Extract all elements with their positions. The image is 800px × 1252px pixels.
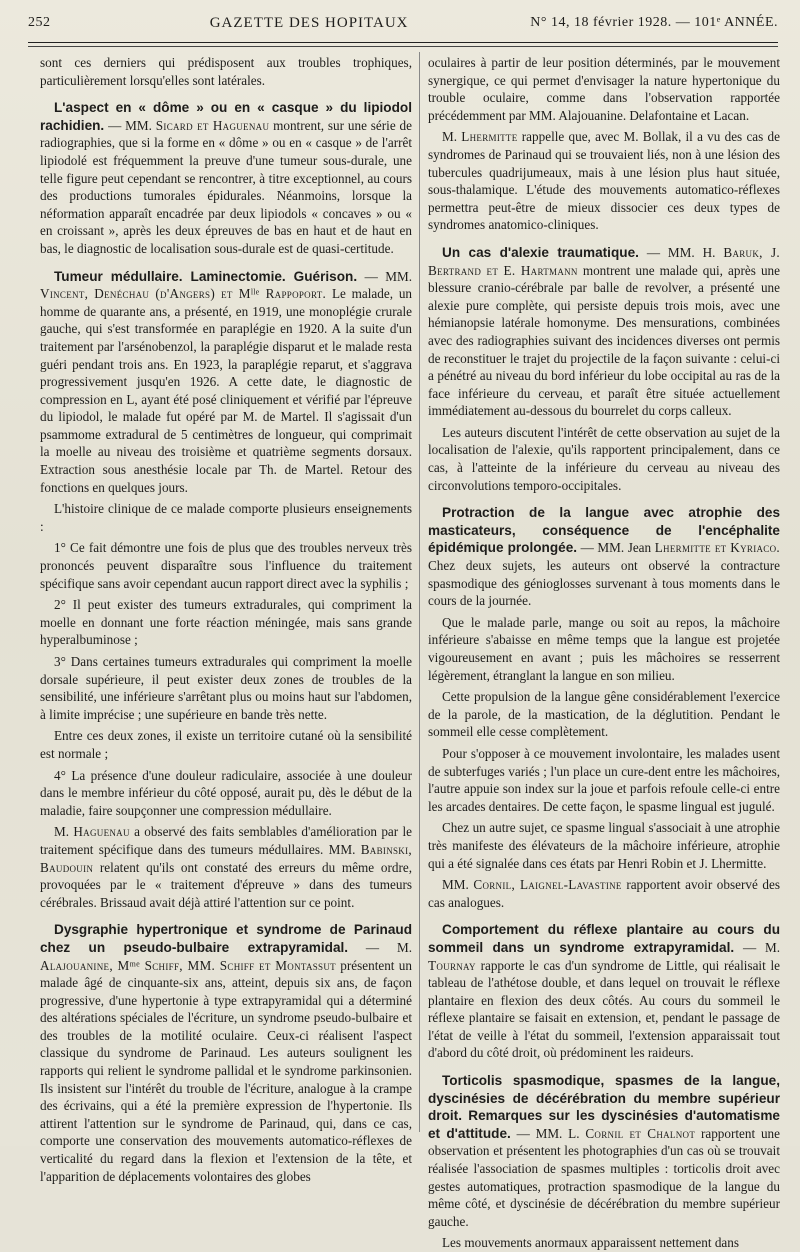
paragraph: Les mouvements anormaux apparaissent nettement dans xyxy=(442,1235,739,1251)
authors: Cornil et Chalnot xyxy=(585,1125,696,1141)
section-dysgraphie: Dysgraphie hypertronique et syndrome de Parinaud chez un pseudo-bulbaire extrapyramidal. — M. Alajouanine, Mᵐᵉ Schiff, MM. Schiff et Montassut présentent un malade âgé de cinquante-six ans, atteint, depuis six ans, de façon progressive, d'une hypertonie à type extrapyramidal qui a déterminé des altérations spéciales de l'écriture, un syndrome pseudo-bulbaire et des troubles de la motilité oculaire. Ceux-ci réalisent l'aspect classique du syndrome de Parinaud. Les auteurs soulignent les rapports qui relient le syndrome pallidal et le syndrome parkinsonien. Ils insistent sur l'intérêt du trouble de l'écriture, analogue à la crampe des écrivains, qui a été la première expression de l'hypertonie. Ils attirent l'attention sur le syndrome de Parinaud, qui, dans ce cas, comporte une conservation des mouvements automatico-réflexes de verticalité du regard dans la flexion et l'extension de la tête, et l'apparition de déplacements volontaires des globes xyxy=(40,922,413,1184)
authors: Baruk, J. Bertrand et E. Hartmann xyxy=(428,244,780,278)
header-rule-thin xyxy=(28,46,778,47)
authors: Sicard et Haguenau xyxy=(155,117,270,133)
paragraph: 1° Ce fait démontre une fois de plus que des troubles nerveux très prononcés peuvent disparaître sous l'influence du traitement spécifique sans avoir cependant aucun rapport direct avec la syphilis ; xyxy=(40,540,412,591)
header-rule xyxy=(28,42,778,43)
authors: Lhermitte et Kyriaco. xyxy=(654,540,780,556)
section-title: L'aspect en « dôme » ou en « casque » du lipiodol rachidien. xyxy=(40,100,412,133)
section-alexie: Un cas d'alexie traumatique. — MM. H. Baruk, J. Bertrand et E. Hartmann montrent une malade qui, après une blessure cranio-cérébrale par balle de revolver, a présenté une alexie pure complète, qui persiste depuis trois mois, avec une hémianopsie latérale homonyme. Des mensurations, combinées avec des radiographies suivant des incidences diverses ont permis de reconstituer le trajet du projectile de la façon suivante : celui-ci a pénétré au niveau du bord inférieur du lobe occipital au ras de la face inférieure du cerveau, et paraît être située actuellement immédiatement au-dessous du bourrelet du corps calleux. xyxy=(428,244,780,419)
paragraph: 2° Il peut exister des tumeurs extradurales, qui compriment la moelle en donnant une forte réaction méningée, mais sans grande hyperalbuminose ; xyxy=(40,597,412,648)
paragraph: MM. Cornil, Laignel-Lavastine rapportent avoir observé des cas analogues. xyxy=(428,877,780,910)
paragraph: Les auteurs discutent l'intérêt de cette observation au sujet de la localisation de l'alexie, qu'ils rapportent principalement, dans ce cas, à l'atteinte de la inférieure du cerveau au niveau des circonvolutions temporo-occipitales. xyxy=(428,424,780,493)
section-title: Torticolis spasmodique, spasmes de la langue, dyscinésies de décérébration du membre supérieur droit. Remarques sur les dyscinésies d'automatisme et d'attitude. xyxy=(428,1073,780,1141)
issue-info: N° 14, 18 février 1928. — 101ᵉ ANNÉE. xyxy=(530,15,778,30)
paragraph: Pour s'opposer à ce mouvement involontaire, les malades usent de subterfuges variés ; l'un place un cure-dent entre les mâchoires, l'autre appuie son index sur la joue et parfois refoule celle-ci entre les arcades dentaires. De cette façon, le spasme lingual est jugulé. xyxy=(428,745,780,814)
paragraph: 4° La présence d'une douleur radiculaire, associée à une douleur dans le membre inférieur du côté opposé, aurait pu, dès le début de la maladie, faire soupçonner une compression médullaire. xyxy=(40,767,412,818)
paragraph: 3° Dans certaines tumeurs extradurales qui compriment la moelle dorsale supérieure, il peut exister deux zones de troubles de la sensibilité, une inférieure s'arrêtant plus ou moins haut sur l'abdomen, à limite imprécise ; une supérieure en bande très nette. xyxy=(40,654,412,722)
authors: Vincent, Denéchau (d'Angers) et Mˡˡᵉ Rappoport. xyxy=(40,286,327,302)
section-title: Protraction de la langue avec atrophie des masticateurs, conséquence de l'encéphalite épidémique prolongée. xyxy=(428,505,780,556)
section-title: Un cas d'alexie traumatique. xyxy=(442,244,639,260)
paragraph: M. Lhermitte rappelle que, avec M. Bollak, il a vu des cas de syndromes de Parinaud qui se trouvaient liés, non à une lésion des tubercules quadrijumeaux, mais à une lésion plus haut située, sous-thalamique. L'étude des mouvements automatico-réflexes permettra peut-être de mieux dissocier ces deux types de syndromes anatomico-cliniques. xyxy=(428,129,780,233)
section-title: Comportement du réflexe plantaire au cours du sommeil dans un syndrome extrapyramidal. xyxy=(428,922,780,955)
section-title: Dysgraphie hypertronique et syndrome de Parinaud chez un pseudo-bulbaire extrapyramidal. xyxy=(40,922,412,955)
section-lipiodol: L'aspect en « dôme » ou en « casque » du lipiodol rachidien. — MM. Sicard et Haguenau montrent, sur une série de radiographies, que si la forme en « dôme » ou en « casque » de l'arrêt lipiodolé est fréquemment la preuve d'une tumeur sous-durale, une telle figure peut cependant se rencontrer, à titre exceptionnel, au cours des productions tumorales épidurales. Néanmoins, lorsque la néformation apparaît encadrée par deux lipiodols « concaves » ou « en croissant », après les deux épreuves de bas en haut et de haut en bas, le diagnostic de localisation sous-durale est de quasi-certitude. xyxy=(40,100,412,256)
paragraph: Cette propulsion de la langue gêne considérablement l'exercice de la parole, de la mastication, de la déglutition. Pendant le sommeil elle cesse complètement. xyxy=(428,689,780,740)
column-divider xyxy=(419,52,420,1132)
paragraph: Que le malade parle, mange ou soit au repos, la mâchoire inférieure s'abaisse en même temps que la langue est projetée vigoureusement en avant ; puis les mâchoires se resserrent légèrement, étranglant la langue en son milieu. xyxy=(428,614,780,683)
paragraph: M. Haguenau a observé des faits semblables d'amélioration par le traitement spécifique dans des tumeurs médullaires. MM. Babinski, Baudouin relatent qu'ils ont constaté des erreurs du même ordre, provoquées par le « traitement d'épreuve » dans des tumeurs cérébrales. Brissaud avait déjà attiré l'attention sur ce point. xyxy=(40,824,412,910)
section-protraction: Protraction de la langue avec atrophie des masticateurs, conséquence de l'encéphalite épidémique prolongée. — MM. Jean Lhermitte et Kyriaco. Chez deux sujets, les auteurs ont observé la contracture spasmodique des génioglosses survenant à tous moments dans le cours de la journée. xyxy=(428,505,780,609)
section-tumeur: Tumeur médullaire. Laminectomie. Guérison. — MM. Vincent, Denéchau (d'Angers) et Mˡˡᵉ Rappoport. Le malade, un homme de quarante ans, a présenté, en 1919, une monoplégie crurale gauche, qui s'est transformée en paraplégie en 1920. A la suite d'un traitement par l'arsénobenzol, la paraplégie disparut et le malade resta guéri pendant trois ans. En 1923, la paraplégie reparut, et s'aggrava progressivement jusqu'en 1926. A cette date, le diagnostic de compression en L, ayant été posé cliniquement et vérifié par l'épreuve du lipiodol, le malade fut opéré par M. de Martel. Il s'agissait d'un psammome extradural de 5 centimètres de longueur, qui comprimait la moelle au niveau des troisième et quatrième segments dorsaux. Extraction sous anesthésie locale par Th. de Martel. Retour des fonctions en quelques jours. xyxy=(40,268,413,495)
authors: Tournay xyxy=(428,957,476,973)
paragraph: sont ces derniers qui prédisposent aux troubles trophiques, particulièrement lorsqu'elles sont latérales. xyxy=(40,55,412,88)
paragraph: Chez un autre sujet, ce spasme lingual s'associait à une atrophie très manifeste des élévateurs de la mâchoire inférieure, atrophie qui a été signalée dans ces états par Henri Robin et J. Lhermitte. xyxy=(428,820,780,871)
authors: Alajouanine, Mᵐᵉ Schiff, MM. Schiff et Montassut xyxy=(40,957,336,973)
section-torticolis: Torticolis spasmodique, spasmes de la langue, dyscinésies de décérébration du membre supérieur droit. Remarques sur les dyscinésies d'automatisme et d'attitude. — MM. L. Cornil et Chalnot rapportent une observation et présentent les photographies d'un cas où se trouvait réalisée l'association de spasmes multiples : torticolis droit avec gestes automatiques, protraction spasmodique de la langue du même côté, et dyscinésie de décérébration du membre supérieur gauche. xyxy=(428,1073,780,1229)
page-number: 252 xyxy=(28,15,51,30)
section-title: Tumeur médullaire. Laminectomie. Guérison. xyxy=(54,268,358,284)
paragraph: oculaires à partir de leur position déterminés, par le mouvement synergique, ce qui permet d'envisager la nature hypertonique du trouble oculaire, comme dans l'observation rapportée précédemment par MM. Alajouanine. Delafontaine et Lacan. xyxy=(428,55,780,123)
paragraph: L'histoire clinique de ce malade comporte plusieurs enseignements : xyxy=(40,501,412,534)
journal-title: GAZETTE DES HOPITAUX xyxy=(209,14,409,31)
left-column xyxy=(40,54,413,1184)
paragraph: Entre ces deux zones, il existe un territoire cutané où la sensibilité est normale ; xyxy=(40,728,412,761)
section-reflexe: Comportement du réflexe plantaire au cours du sommeil dans un syndrome extrapyramidal. — M. Tournay rapporte le cas d'un syndrome de Little, qui réalisait le tableau de l'athétose double, et dans lequel on trouvait le réflexe plantaire en flexion des deux côtés. Au cours du sommeil le réflexe plantaire se faisait en extension, et, pendant le passage de l'état de veille à l'état du sommeil, l'extension apparaissait tout d'abord du côté droit, où prédominent les raideurs. xyxy=(428,922,780,1061)
page-header xyxy=(28,8,778,38)
right-column xyxy=(428,54,780,1251)
